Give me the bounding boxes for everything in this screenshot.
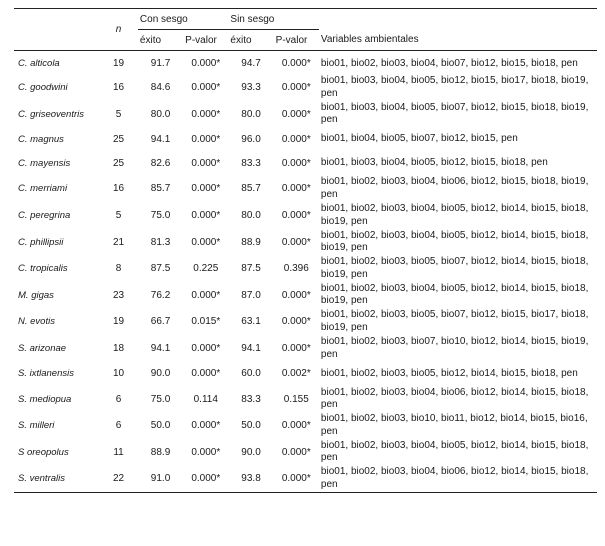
species-cell: C. magnus — [18, 134, 64, 146]
table-row — [14, 255, 597, 282]
n-cell: 11 — [113, 446, 124, 458]
con-pvalor-cell: 0.000* — [191, 446, 221, 458]
table-row — [14, 362, 597, 386]
n-cell: 5 — [115, 108, 122, 120]
variables-cell: bio01, bio02, bio03, bio05, bio07, bio12, bio14, bio15, bio18, bio19, pen — [320, 256, 589, 280]
species-cell: S. mediopua — [18, 393, 72, 405]
con-exito-cell: 94.1 — [150, 134, 171, 146]
sin-exito-cell: 94.7 — [241, 58, 261, 70]
variables-cell: bio01, bio02, bio03, bio04, bio06, bio12, bio15, bio18, bio19, pen — [320, 176, 589, 200]
header-sin-sesgo: Sin sesgo — [228, 9, 319, 30]
sin-pvalor-cell: 0.002* — [281, 368, 311, 380]
sin-pvalor-cell: 0.000* — [281, 446, 311, 458]
con-pvalor-cell: 0.000* — [191, 473, 221, 485]
species-cell: C. merriami — [18, 183, 68, 195]
sin-exito-cell: 80.0 — [241, 210, 261, 222]
table-row — [14, 75, 597, 102]
table-row — [14, 412, 597, 439]
table-row — [14, 439, 597, 466]
con-pvalor-cell: 0.000* — [191, 289, 221, 301]
header-variables: Variables ambientales — [320, 34, 419, 46]
species-cell: N. evotis — [18, 316, 55, 328]
variables-cell: bio01, bio02, bio03, bio04, bio06, bio12, bio14, bio15, bio18, pen — [320, 466, 589, 490]
con-pvalor-cell: 0.000* — [191, 82, 221, 94]
n-cell: 19 — [112, 316, 125, 328]
con-exito-cell: 85.7 — [150, 183, 171, 195]
con-pvalor-cell: 0.000* — [191, 210, 221, 222]
sin-pvalor-cell: 0.396 — [283, 263, 309, 275]
sin-exito-cell: 90.0 — [241, 446, 261, 458]
con-exito-cell: 76.2 — [150, 289, 171, 301]
con-exito-cell: 75.0 — [150, 210, 171, 222]
con-pvalor-cell: 0.225 — [193, 263, 219, 275]
n-cell: 23 — [112, 289, 125, 301]
sin-exito-cell: 85.7 — [241, 183, 261, 195]
con-exito-cell: 75.0 — [150, 393, 171, 405]
table-row — [14, 101, 597, 128]
n-cell: 6 — [115, 393, 122, 405]
sin-exito-cell: 96.0 — [241, 134, 261, 146]
species-cell: S. arizonae — [18, 343, 67, 355]
table-row — [14, 176, 597, 203]
con-pvalor-cell: 0.000* — [191, 236, 221, 248]
con-exito-cell: 50.0 — [150, 420, 171, 432]
con-exito-cell: 84.6 — [150, 82, 171, 94]
sin-exito-cell: 88.9 — [241, 236, 261, 248]
variables-cell: bio01, bio02, bio03, bio05, bio07, bio12, bio15, bio17, bio18, bio19, pen — [320, 309, 589, 333]
species-cell: S. ventralis — [18, 473, 65, 485]
n-cell: 22 — [112, 473, 125, 485]
n-cell: 21 — [112, 236, 125, 248]
variables-cell: bio01, bio02, bio03, bio04, bio05, bio12, bio14, bio15, bio18, bio19, pen — [320, 282, 589, 307]
con-pvalor-cell: 0.114 — [193, 393, 218, 405]
header-con-pvalor: P-valor — [185, 34, 217, 46]
sin-pvalor-cell: 0.000* — [281, 343, 311, 355]
sin-pvalor-cell: 0.000* — [281, 473, 311, 485]
variables-cell: bio01, bio02, bio03, bio07, bio10, bio12, bio14, bio15, bio19, pen — [320, 336, 589, 360]
header-sin-exito: éxito — [230, 34, 252, 46]
sin-pvalor-cell: 0.000* — [281, 289, 311, 301]
variables-cell: bio01, bio04, bio05, bio07, bio12, bio15, pen — [320, 133, 518, 145]
con-pvalor-cell: 0.000* — [191, 368, 221, 380]
con-pvalor-cell: 0.000* — [191, 134, 221, 146]
n-cell: 25 — [112, 158, 125, 170]
con-pvalor-cell: 0.000* — [191, 420, 221, 432]
con-exito-cell: 94.1 — [150, 343, 171, 355]
n-cell: 5 — [115, 210, 122, 222]
header-species-blank — [14, 9, 99, 30]
sin-exito-cell: 87.5 — [241, 263, 261, 275]
header-n: n — [115, 24, 122, 35]
con-pvalor-cell: 0.000* — [191, 108, 221, 120]
con-pvalor-cell: 0.000* — [191, 343, 221, 355]
con-exito-cell: 87.5 — [150, 263, 171, 275]
species-cell: M. gigas — [18, 289, 54, 301]
header-variables-blank — [319, 9, 597, 30]
table-row — [14, 309, 597, 336]
sin-exito-cell: 50.0 — [241, 420, 261, 432]
species-cell: C. alticola — [18, 58, 60, 70]
n-cell: 19 — [112, 58, 125, 70]
sin-exito-cell: 80.0 — [241, 108, 261, 120]
sin-pvalor-cell: 0.000* — [281, 183, 311, 195]
sin-pvalor-cell: 0.000* — [281, 58, 311, 70]
variables-cell: bio01, bio03, bio04, bio05, bio12, bio15, bio18, pen — [320, 157, 548, 169]
n-cell: 16 — [112, 183, 125, 195]
species-cell: S oreopolus — [18, 446, 69, 458]
table-row — [14, 51, 597, 75]
sin-pvalor-cell: 0.000* — [281, 134, 311, 146]
sin-exito-cell: 87.0 — [241, 289, 261, 301]
sin-pvalor-cell: 0.000* — [281, 236, 311, 248]
variables-cell: bio01, bio02, bio03, bio04, bio07, bio12, bio15, bio18, pen — [320, 57, 578, 69]
sin-exito-cell: 93.3 — [241, 82, 261, 94]
n-cell: 6 — [115, 420, 122, 432]
con-pvalor-cell: 0.000* — [191, 183, 221, 195]
table-row — [14, 386, 597, 413]
sin-exito-cell: 83.3 — [241, 393, 261, 405]
sin-pvalor-cell: 0.000* — [281, 108, 311, 120]
variables-cell: bio01, bio03, bio04, bio05, bio12, bio15, bio17, bio18, bio19, pen — [320, 75, 589, 99]
variables-cell: bio01, bio02, bio03, bio04, bio06, bio12, bio14, bio15, bio18, pen — [320, 386, 589, 411]
sin-pvalor-cell: 0.000* — [281, 316, 311, 328]
results-table — [14, 8, 597, 493]
species-cell: C. griseoventris — [18, 108, 84, 120]
species-cell: S. milleri — [18, 420, 55, 432]
species-cell: C. tropicalis — [18, 263, 68, 275]
header-sin-pvalor: P-valor — [275, 34, 308, 46]
sin-pvalor-cell: 0.000* — [281, 210, 311, 222]
n-cell: 8 — [115, 263, 122, 275]
table-row — [14, 128, 597, 152]
sin-pvalor-cell: 0.000* — [281, 420, 311, 432]
species-cell: C. mayensis — [18, 158, 71, 170]
con-pvalor-cell: 0.000* — [191, 158, 221, 170]
variables-cell: bio01, bio02, bio03, bio04, bio05, bio12, bio14, bio15, bio18, pen — [320, 439, 589, 464]
con-exito-cell: 88.9 — [150, 446, 171, 458]
con-pvalor-cell: 0.000* — [191, 58, 221, 70]
n-cell: 10 — [112, 368, 125, 380]
con-exito-cell: 80.0 — [150, 108, 171, 120]
n-cell: 18 — [112, 343, 125, 355]
sin-pvalor-cell: 0.000* — [281, 158, 311, 170]
sin-pvalor-cell: 0.000* — [281, 82, 311, 94]
table-row — [14, 466, 597, 493]
variables-cell: bio01, bio02, bio03, bio04, bio05, bio12, bio14, bio15, bio18, bio19, pen — [320, 229, 589, 254]
con-exito-cell: 81.3 — [150, 236, 171, 248]
variables-cell: bio01, bio02, bio03, bio10, bio11, bio12, bio14, bio15, bio16, pen — [320, 413, 588, 437]
sin-exito-cell: 63.1 — [241, 316, 261, 328]
table-row — [14, 335, 597, 362]
n-cell: 25 — [112, 134, 125, 146]
sin-exito-cell: 83.3 — [241, 158, 261, 170]
con-pvalor-cell: 0.015* — [191, 316, 221, 328]
header-con-sesgo: Con sesgo — [138, 9, 229, 30]
table-row — [14, 202, 597, 229]
n-cell: 16 — [112, 82, 125, 94]
variables-cell: bio01, bio02, bio03, bio05, bio12, bio14, bio15, bio18, pen — [320, 367, 578, 379]
con-exito-cell: 66.7 — [150, 316, 171, 328]
header-con-exito: éxito — [139, 34, 162, 46]
header-species-blank-2 — [14, 30, 99, 51]
sin-exito-cell: 60.0 — [241, 368, 261, 380]
con-exito-cell: 90.0 — [150, 368, 171, 380]
species-cell: C. phillipsii — [18, 236, 64, 248]
species-cell: C. goodwini — [18, 82, 68, 94]
species-cell: C. peregrina — [18, 210, 71, 222]
sin-exito-cell: 93.8 — [241, 473, 261, 485]
sin-exito-cell: 94.1 — [241, 343, 261, 355]
table-row — [14, 229, 597, 256]
con-exito-cell: 91.0 — [150, 473, 171, 485]
table-row — [14, 152, 597, 176]
con-exito-cell: 91.7 — [150, 58, 171, 70]
table-body — [14, 51, 597, 493]
variables-cell: bio01, bio02, bio03, bio04, bio05, bio12, bio14, bio15, bio18, bio19, pen — [320, 203, 589, 227]
species-cell: S. ixtlanensis — [18, 368, 74, 380]
variables-cell: bio01, bio03, bio04, bio05, bio07, bio12, bio15, bio18, bio19, pen — [320, 101, 589, 126]
con-exito-cell: 82.6 — [150, 158, 171, 170]
table-header — [14, 9, 597, 51]
sin-pvalor-cell: 0.155 — [283, 393, 309, 405]
table-row — [14, 282, 597, 309]
